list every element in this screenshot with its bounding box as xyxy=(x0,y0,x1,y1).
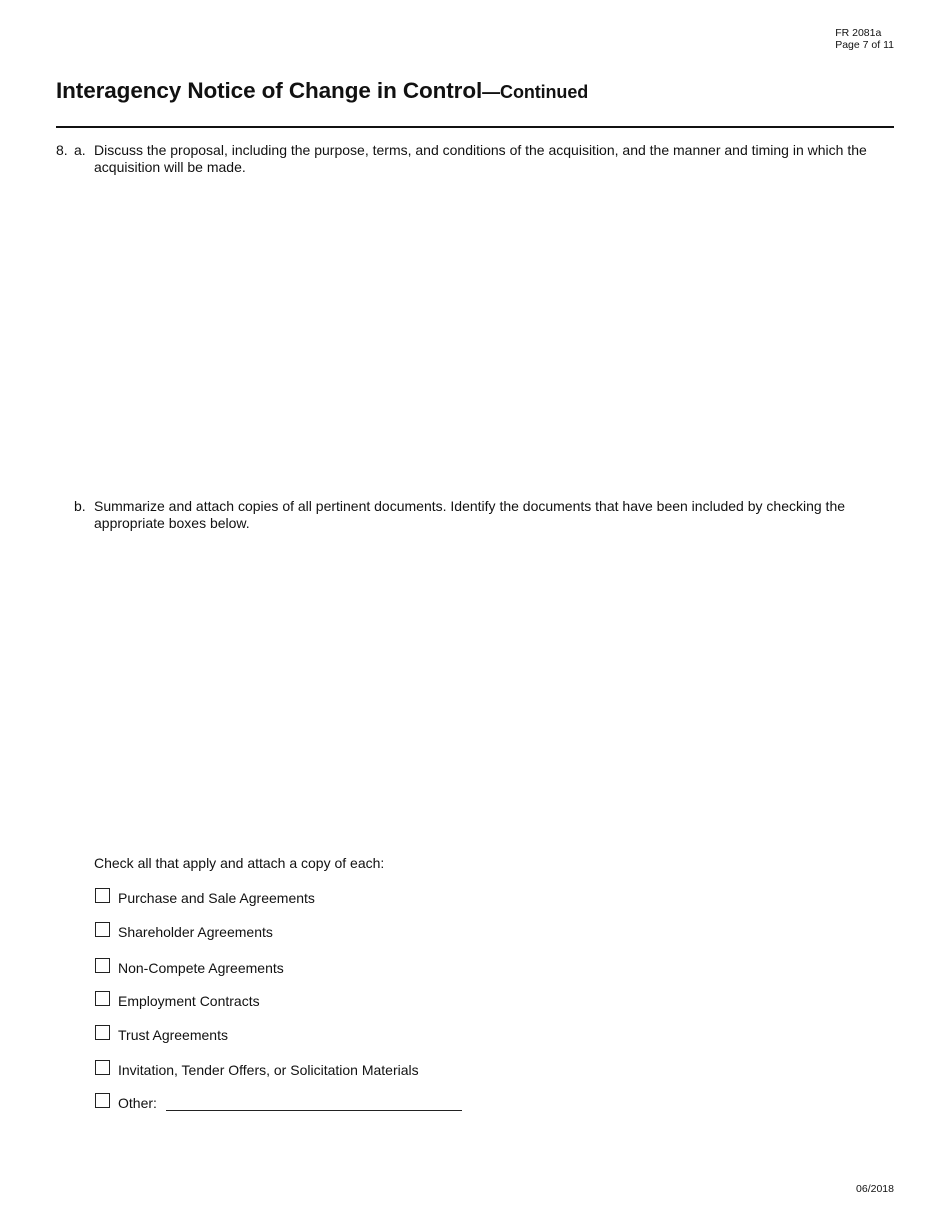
other-text-field[interactable] xyxy=(166,1110,462,1111)
checkbox[interactable] xyxy=(95,958,110,973)
checkbox-label: Trust Agreements xyxy=(118,1027,228,1043)
checkbox[interactable] xyxy=(95,1093,110,1108)
question-letter-b: b. xyxy=(74,498,86,514)
page-title xyxy=(56,78,588,104)
page-number: Page 7 of 11 xyxy=(835,39,894,51)
question-letter-a: a. xyxy=(74,142,86,158)
question-number: 8. xyxy=(56,142,68,158)
title-main: Interagency Notice of Change in Control xyxy=(56,78,483,103)
checkbox[interactable] xyxy=(95,888,110,903)
revision-date: 06/2018 xyxy=(856,1183,894,1195)
checkbox-label: Employment Contracts xyxy=(118,993,260,1009)
checklist-intro: Check all that apply and attach a copy of each: xyxy=(94,855,385,871)
checkbox-label: Other: xyxy=(118,1095,157,1111)
checkbox-label: Invitation, Tender Offers, or Solicitation Materials xyxy=(118,1062,419,1078)
checkbox[interactable] xyxy=(95,1060,110,1075)
title-divider xyxy=(56,126,894,128)
question-8b-text: Summarize and attach copies of all pertinent documents. Identify the documents that have been included by checking the appropriate boxes below. xyxy=(94,498,846,531)
form-number: FR 2081a xyxy=(835,27,882,39)
checkbox-label: Shareholder Agreements xyxy=(118,924,273,940)
checkbox-label: Purchase and Sale Agreements xyxy=(118,890,315,906)
form-identifier xyxy=(835,27,894,51)
question-8a-text: Discuss the proposal, including the purpose, terms, and conditions of the acquisition, and the manner and timing in which the acquisition will be made. xyxy=(94,142,867,175)
checkbox-label: Non-Compete Agreements xyxy=(118,960,284,976)
checkbox[interactable] xyxy=(95,922,110,937)
title-continued: —Continued xyxy=(482,82,589,102)
checkbox[interactable] xyxy=(95,991,110,1006)
checkbox[interactable] xyxy=(95,1025,110,1040)
